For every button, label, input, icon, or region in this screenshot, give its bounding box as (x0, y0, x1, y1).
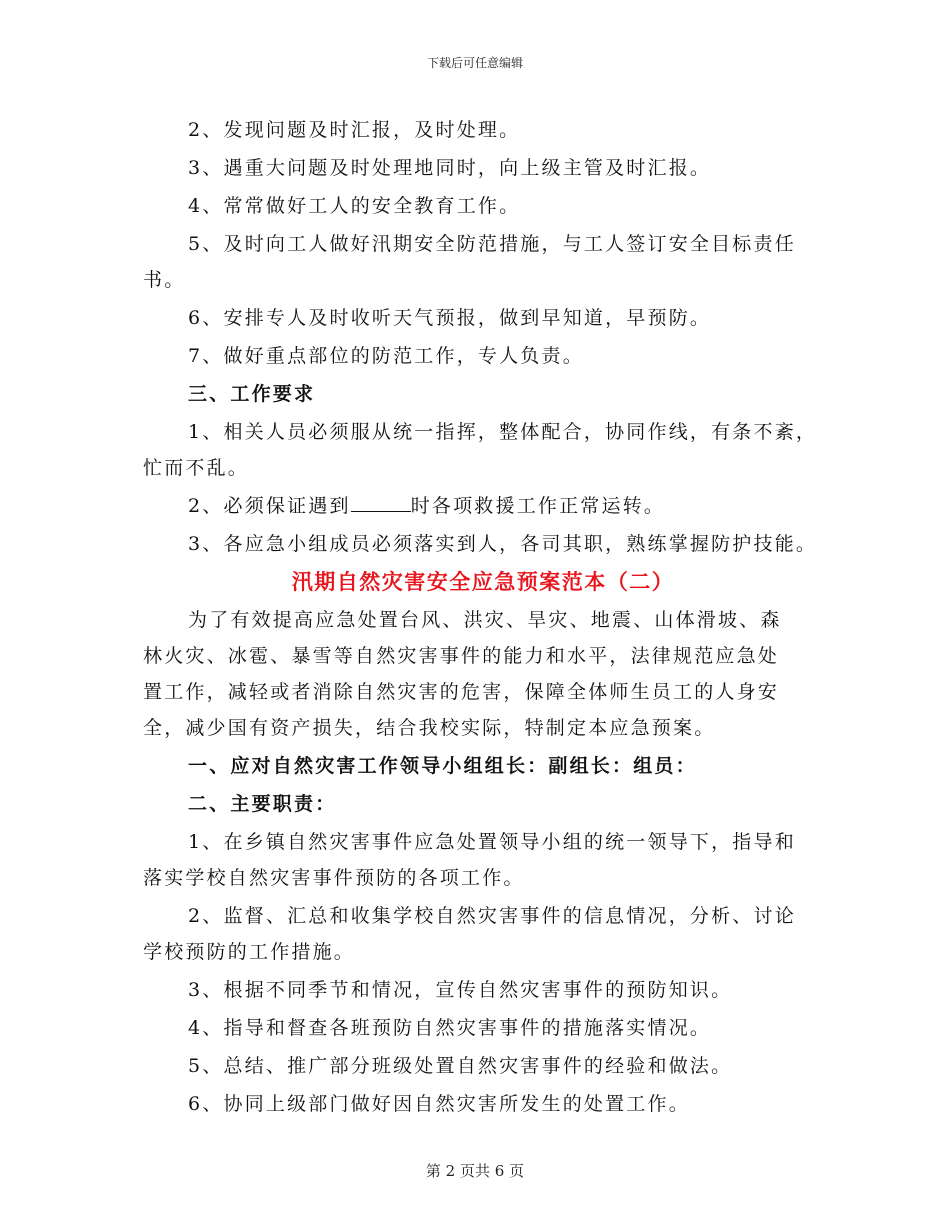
paragraph-continuation: 全，减少国有资产损失，结合我校实际，特制定本应急预案。 (143, 717, 716, 739)
paragraph-continuation: 落实学校自然灾害事件预防的各项工作。 (143, 867, 525, 889)
paragraph-with-blank (143, 488, 823, 524)
paragraph-continuation: 学校预防的工作措施。 (143, 941, 356, 963)
text: 时各项救援工作正常运转。 (410, 495, 666, 517)
text: 2、必须保证遇到 (188, 495, 351, 517)
paragraph: 2、发现问题及时汇报，及时处理。 (188, 119, 521, 141)
paragraph: 5、及时向工人做好汛期安全防范措施，与工人签订安全目标责任 (188, 233, 796, 255)
paragraph: 4、指导和督查各班预防自然灾害事件的措施落实情况。 (188, 1017, 712, 1039)
paragraph: 2、监督、汇总和收集学校自然灾害事件的信息情况，分析、讨论 (188, 905, 796, 927)
paragraph: 6、安排专人及时收听天气预报，做到早知道，早预防。 (188, 307, 712, 329)
paragraph: 3、遇重大问题及时处理地同时，向上级主管及时汇报。 (188, 157, 712, 179)
paragraph-continuation: 置工作，减轻或者消除自然灾害的危害，保障全体师生员工的人身安 (143, 681, 780, 703)
paragraph: 1、在乡镇自然灾害事件应急处置领导小组的统一领导下，指导和 (188, 831, 796, 853)
paragraph: 6、协同上级部门做好因自然灾害所发生的处置工作。 (188, 1093, 690, 1115)
paragraph: 4、常常做好工人的安全教育工作。 (188, 195, 521, 217)
document-title: 汛期自然灾害安全应急预案范本（二） (291, 569, 675, 594)
paragraph-continuation: 忙而不乱。 (143, 457, 250, 479)
paragraph-continuation: 书。 (143, 269, 186, 291)
page-footer: 第 2 页共 6 页 (425, 1162, 525, 1180)
paragraph-continuation: 林火灾、冰雹、暴雪等自然灾害事件的能力和水平，法律规范应急处 (143, 645, 780, 667)
paragraph: 为了有效提高应急处置台风、洪灾、旱灾、地震、山体滑坡、森 (188, 609, 782, 631)
fill-in-blank (351, 497, 411, 512)
paragraph: 3、根据不同季节和情况，宣传自然灾害事件的预防知识。 (188, 979, 733, 1001)
document-body (143, 112, 823, 1122)
page-header: 下载后可任意编辑 (426, 56, 523, 70)
section-heading: 三、工作要求 (188, 383, 316, 405)
paragraph: 3、各应急小组成员必须落实到人，各司其职，熟练掌握防护技能。 (188, 533, 818, 555)
paragraph: 5、总结、推广部分班级处置自然灾害事件的经验和做法。 (188, 1055, 733, 1077)
paragraph: 7、做好重点部位的防范工作，专人负责。 (188, 345, 584, 367)
section-heading: 二、主要职责： (188, 793, 337, 815)
paragraph: 1、相关人员必须服从统一指挥，整体配合，协同作线，有条不紊， (188, 421, 818, 443)
section-heading: 一、应对自然灾害工作领导小组组长：副组长：组员： (188, 755, 697, 777)
